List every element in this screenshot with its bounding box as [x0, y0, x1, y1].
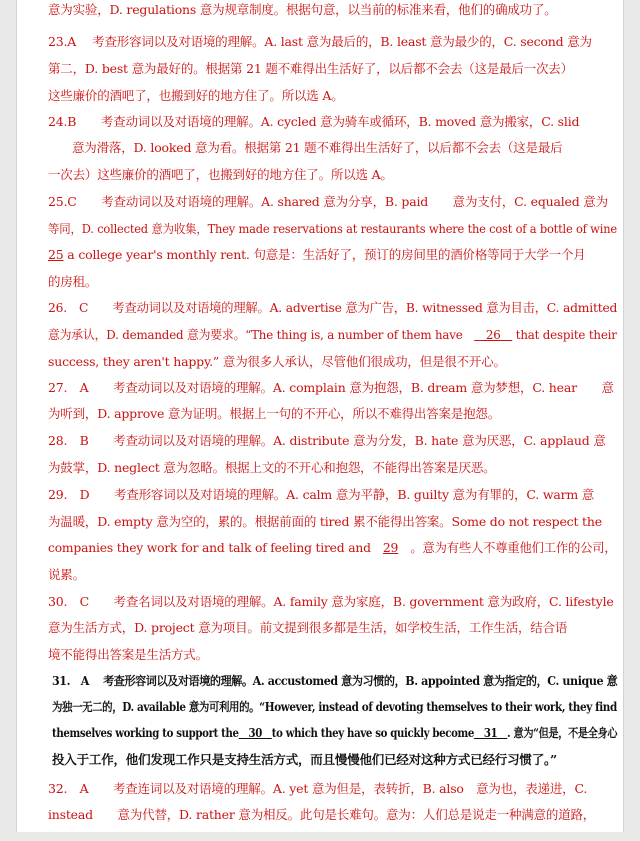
text-line: 意为承认，D. demanded 意为要求。“The thing is, a number of them have 26 that despite their: [48, 327, 617, 342]
text-line: companies they work for and talk of feeling tired and 29 。意为有些人不尊重他们工作的公司，: [48, 540, 617, 555]
blank-25: 25: [48, 247, 64, 262]
text-line: 的房租。: [48, 274, 98, 289]
answer-25-line: 25.C 考查动词以及对语境的理解。A. shared 意为分享，B. paid 意为支付，C. equaled 意为: [48, 194, 608, 209]
answer-29-line: 29. D 考查形容词以及对语境的理解。A. calm 意为平静，B. guilty 意为有罪的，C. warm 意: [48, 487, 595, 502]
text-line: 为温暖，D. empty 意为空的，累的。根据前面的 tired 累不能得出答案。Some do not respect the: [48, 514, 602, 529]
text-line: 境不能得出答案是生活方式。: [48, 647, 208, 662]
answer-31-line: 31. A 考查形容词以及对语境的理解。A. accustomed 意为习惯的，B. appointed 意为指定的，C. unique 意: [52, 674, 618, 688]
text-line: 为鼓掌，D. neglect 意为忽略。根据上文的不开心和抱怨，不能得出答案是厌恶。: [48, 460, 496, 475]
text-line: 等同，D. collected 意为收集，They made reservations at restaurants where the cost of a bottle of wine: [48, 222, 617, 236]
text-line: 说累。: [48, 567, 85, 582]
text-line: 投入于工作，他们发现工作只是支持生活方式，而且慢慢他们已经对这种方式已经行习惯了。”: [52, 752, 558, 767]
answer-30-line: 30. C 考查名词以及对语境的理解。A. family 意为家庭，B. government 意为政府，C. lifestyle: [48, 594, 614, 609]
text-line: success, they aren't happy.” 意为很多人承认，尽管他们很成功，但是很不开心。: [48, 354, 506, 369]
answer-26-line: 26. C 考查动词以及对语境的理解。A. advertise 意为广告，B. witnessed 意为目击，C. admitted: [48, 300, 618, 315]
text-line: 第二，D. best 意为最好的。根据第 21 题不难得出生活好了，以后都不会去（这是最后一次去）: [48, 61, 573, 76]
answer-28-line: 28. B 考查动词以及对语境的理解。A. distribute 意为分发，B. hate 意为厌恶，C. applaud 意: [48, 433, 606, 448]
answer-23-line: 23.A 考查形容词以及对语境的理解。A. last 意为最后的，B. least 意为最少的，C. second 意为: [48, 34, 592, 49]
text-line: themselves working to support the 30 to which they have so quickly become 31 . 意为“但是，不是全身心: [52, 726, 618, 740]
text-line: 意为生活方式，D. project 意为项目。前文提到很多都是生活，如学校生活，工作生活，结合语: [48, 620, 568, 635]
blank-31: 31: [474, 726, 508, 740]
text-line: 25 a college year's monthly rent. 句意是：生活好了，预订的房间里的酒价格等同于大学一个月: [48, 247, 586, 262]
text-line: 意为实验，D. regulations 意为规章制度。根据句意，以当前的标准来看，他们的确成功了。: [48, 2, 557, 17]
text-line: 这些廉价的酒吧了，也搬到好的地方住了。所以选 A。: [48, 88, 344, 103]
text-line: 意为滑落，D. looked 意为看。根据第 21 题不难得出生活好了，以后都不会去（这是最后: [72, 140, 563, 155]
answer-24-line: 24.B 考查动词以及对语境的理解。A. cycled 意为骑车或循环，B. moved 意为搬家，C. slid: [48, 114, 580, 129]
blank-30: 30: [238, 726, 272, 740]
text-line: 为听到，D. approve 意为证明。根据上一句的不开心，所以不难得出答案是抱怨。: [48, 406, 501, 421]
text-line: instead 意为代替，D. rather 意为相反。此句是长难句。意为：人们总是说走一种满意的道路，: [48, 807, 596, 822]
document-page: [16, 0, 624, 832]
text-line: 一次去）这些廉价的酒吧了，也搬到好的地方住了。所以选 A。: [48, 167, 393, 182]
answer-27-line: 27. A 考查动词以及对语境的理解。A. complain 意为抱怨，B. dream 意为梦想，C. hear 意: [48, 380, 614, 395]
answer-32-line: 32. A 考查连词以及对语境的理解。A. yet 意为但是，表转折，B. also 意为也，表递进，C.: [48, 781, 588, 796]
blank-29: 29: [382, 540, 399, 555]
text-line: 为独一无二的，D. available 意为可利用的。“However, instead of devoting themselves to their work, they find: [52, 700, 617, 714]
blank-26: 26: [474, 327, 513, 342]
